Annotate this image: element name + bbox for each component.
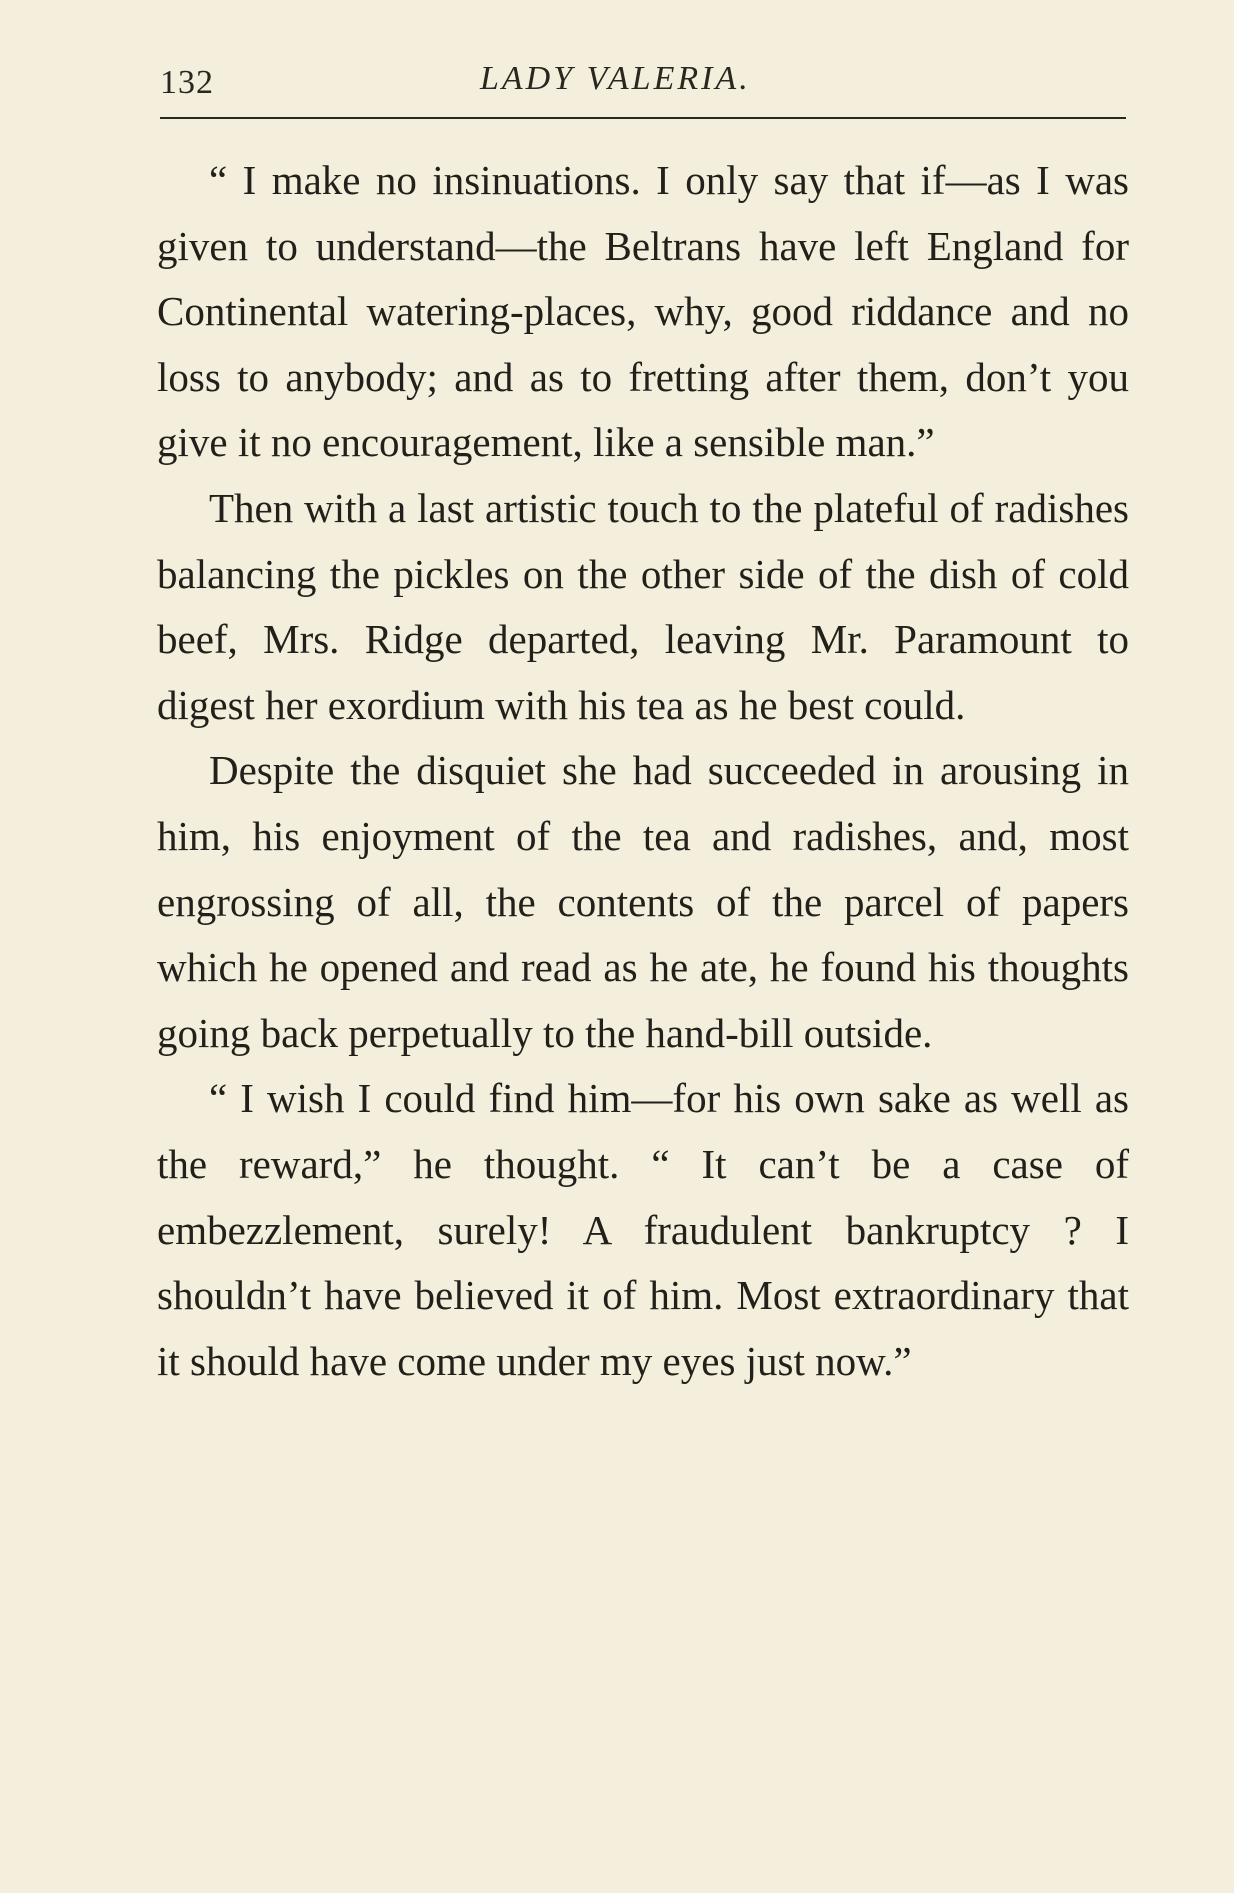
header-rule <box>160 117 1126 119</box>
paragraph: Despite the disquiet she had succeeded in arousing in him, his enjoyment of the tea and radishes, and, most engrossing of all, the contents of the parcel of papers which he opened and read as he ate, he found his thoughts going back perpetually to the hand-bill outside. <box>157 747 1129 1056</box>
paragraph: Then with a last artistic touch to the plateful of radishes balancing the pickles on the other side of the dish of cold beef, Mrs. Ridge departed, leaving Mr. Paramount to digest her exordium with his tea as he best could. <box>157 484 1129 728</box>
page-number: 132 <box>160 64 214 101</box>
body-text <box>157 148 1129 1394</box>
paragraph: “ I wish I could find him—for his own sake as well as the reward,” he thought. “ It can’t be a case of embezzlement, surely! A fraudulent bankruptcy ? I shouldn’t have believed it of him. Most extraordinary that it should have come under my eyes just now.” <box>157 1075 1129 1384</box>
paragraph: “ I make no insinuations. I only say that if—as I was given to understand—the Beltrans have left England for Continental watering-places, why, good riddance and no loss to anybody; and as to fretting after them, don’t you give it no encouragement, like a sensible man.” <box>157 157 1129 466</box>
running-title: LADY VALERIA. <box>480 60 751 97</box>
running-head <box>160 52 1126 112</box>
